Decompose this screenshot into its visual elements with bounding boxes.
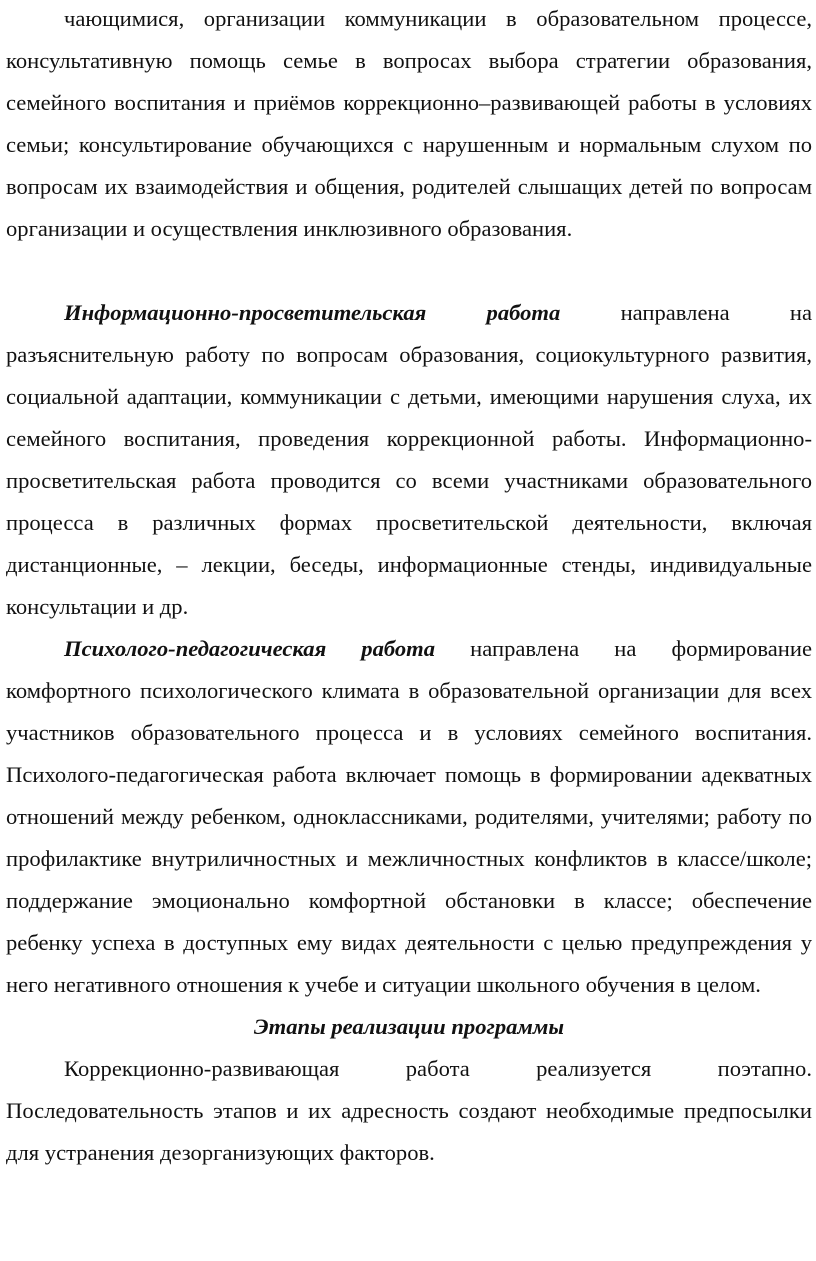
- paragraph-text: направлена на формирование комфортного психологического климата в образовательной организации для всех участников образовательного процесса и в условиях семейного воспитания. Психолого-педагогическая работа включает помощь в формировании адекватных отношений между ребенком, одноклассниками, родителями, учителями; работу по профилактике внутриличностных и межличностных конфликтов в классе/школе; поддержание эмоционально комфортной обстановки в классе; обеспечение ребенку успеха в доступных ему видах деятельности с целью предупреждения у него негативного отношения к учебе и ситуации школьного обучения в целом.: [6, 636, 812, 997]
- paragraph-information-work: [6, 292, 812, 628]
- document-page: [6, 0, 812, 1174]
- term-information-work: Информационно-просветительская работа: [64, 300, 561, 325]
- paragraph-consulting-continuation: [6, 0, 812, 250]
- paragraph-psychological-work: [6, 628, 812, 1006]
- term-psychological-work: Психолого-педагогическая работа: [64, 636, 436, 661]
- paragraph-text: чающимися, организации коммуникации в образовательном процессе, консультативную помощь семье в вопросах выбора стратегии образования, семейного воспитания и приёмов коррекционно–развивающей работы в условиях семьи; консультирование обучающихся с нарушенным и нормальным слухом по вопросам их взаимодействия и общения, родителей слышащих детей по вопросам организации и осуществления инклюзивного образования.: [6, 6, 812, 241]
- paragraph-stages: [6, 1048, 812, 1174]
- paragraph-text: направлена на разъяснительную работу по вопросам образования, социокультурного развития, социальной адаптации, коммуникации с детьми, имеющими нарушения слуха, их семейного воспитания, проведения коррекционной работы. Информационно-просветительская работа проводится со всеми участниками образовательного процесса в различных формах просветительской деятельности, включая дистанционные, – лекции, беседы, информационные стенды, индивидуальные консультации и др.: [6, 300, 812, 619]
- paragraph-text: Коррекционно-развивающая работа реализуется поэтапно. Последовательность этапов и их адресность создают необходимые предпосылки для устранения дезорганизующих факторов.: [6, 1056, 812, 1165]
- section-heading: Этапы реализации программы: [253, 1014, 565, 1039]
